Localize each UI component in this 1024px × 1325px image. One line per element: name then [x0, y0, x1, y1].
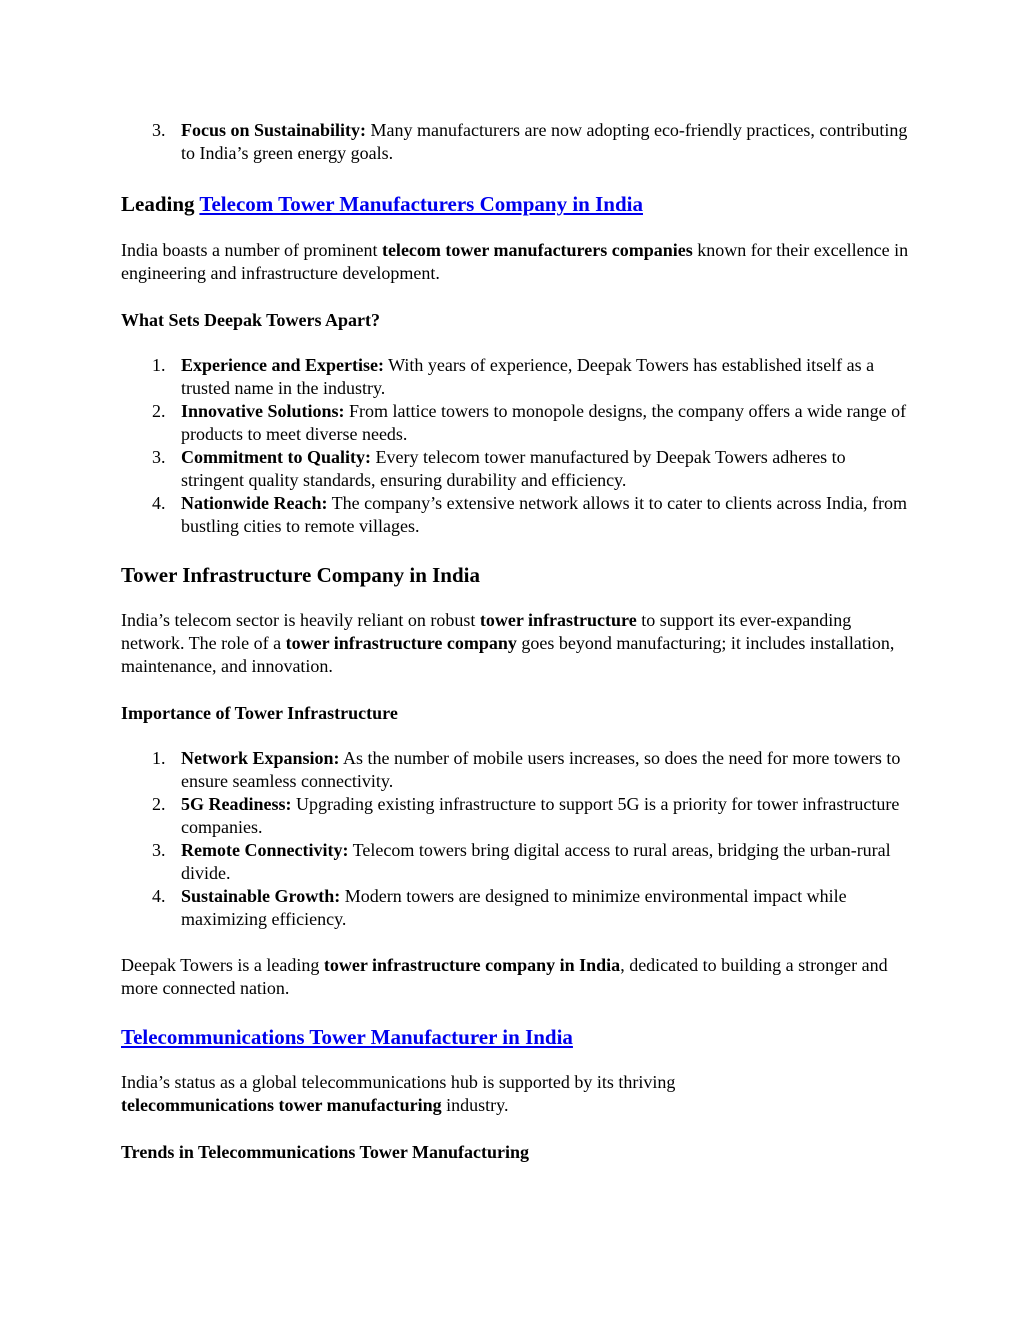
list-item-title: Focus on Sustainability: — [181, 120, 367, 140]
list-item-text: From lattice towers to monopole designs, the company offers a wide range of products to meet diverse needs. — [181, 401, 907, 444]
list-item-text: Telecom towers bring digital access to rural areas, bridging the urban-rural divide. — [181, 840, 891, 883]
list-item-text: Many manufacturers are now adopting eco-friendly practices, contributing to India’s green energy goals. — [181, 120, 908, 163]
section2-closing-paragraph — [121, 954, 911, 1000]
section2-subheading: Importance of Tower Infrastructure — [121, 703, 398, 723]
list-item — [121, 747, 911, 793]
list-item — [121, 119, 911, 165]
paragraph-bold: telecom tower manufacturers companies — [381, 240, 693, 260]
list-item-text: Every telecom tower manufactured by Deepak Towers adheres to stringent quality standards, ensuring durability and efficiency. — [181, 447, 846, 490]
paragraph-text: India’s telecom sector is heavily reliant on robust — [121, 610, 480, 630]
list-number: 4. — [152, 493, 166, 513]
list-item-text: As the number of mobile users increases, so does the need for more towers to ensure seamless connectivity. — [181, 748, 901, 791]
list-item-title: Nationwide Reach: — [181, 493, 328, 513]
paragraph-text: goes beyond manufacturing; it includes installation, maintenance, and innovation. — [121, 633, 895, 676]
list-item-text: Modern towers are designed to minimize environmental impact while maximizing efficiency. — [181, 886, 847, 929]
list-item-title: Remote Connectivity: — [181, 840, 349, 860]
deepak-advantages-list — [121, 354, 911, 538]
document-page — [121, 119, 911, 1164]
section1-paragraph — [121, 239, 911, 285]
paragraph-bold: tower infrastructure — [479, 610, 637, 630]
paragraph-text: Deepak Towers is a leading — [121, 955, 324, 975]
list-item-title: Network Expansion: — [181, 748, 340, 768]
section3-subheading: Trends in Telecommunications Tower Manufacturing — [121, 1142, 530, 1162]
paragraph-text: known for their excellence in engineering and infrastructure development. — [121, 240, 909, 283]
list-item — [121, 446, 911, 492]
list-item — [121, 885, 911, 931]
section-heading-telecommunications — [121, 1024, 911, 1050]
list-item — [121, 793, 911, 839]
list-item — [121, 492, 911, 538]
section2-paragraph — [121, 609, 911, 678]
list-number: 2. — [152, 794, 166, 814]
list-number: 3. — [152, 840, 166, 860]
paragraph-text: India boasts a number of prominent — [121, 240, 382, 260]
paragraph-text: industry. — [441, 1095, 509, 1115]
telecom-tower-manufacturers-link[interactable]: Telecom Tower Manufacturers Company in India — [199, 192, 643, 216]
section3-paragraph — [121, 1071, 771, 1117]
paragraph-text: , dedicated to building a stronger and more connected nation. — [121, 955, 888, 998]
paragraph-text: India’s status as a global telecommunications hub is supported by its thriving — [121, 1072, 676, 1092]
paragraph-bold: tower infrastructure company — [285, 633, 517, 653]
section-heading-tower-infrastructure: Tower Infrastructure Company in India — [121, 563, 480, 587]
telecommunications-tower-manufacturer-link[interactable]: Telecommunications Tower Manufacturer in India — [121, 1025, 573, 1049]
paragraph-bold: telecommunications tower manufacturing — [121, 1095, 442, 1115]
list-item-text: Upgrading existing infrastructure to support 5G is a priority for tower infrastructure companies. — [181, 794, 900, 837]
list-number: 3. — [152, 120, 166, 140]
paragraph-text: to support its ever-expanding network. The role of a — [121, 610, 852, 653]
infrastructure-importance-list — [121, 747, 911, 931]
list-item-title: Innovative Solutions: — [181, 401, 345, 421]
list-number: 2. — [152, 401, 166, 421]
list-item-title: 5G Readiness: — [181, 794, 292, 814]
list-item — [121, 354, 911, 400]
section1-subheading: What Sets Deepak Towers Apart? — [121, 310, 381, 330]
list-item-text: With years of experience, Deepak Towers has established itself as a trusted name in the industry. — [181, 355, 875, 398]
list-item — [121, 400, 911, 446]
paragraph-bold: tower infrastructure company in India — [323, 955, 621, 975]
list-number: 1. — [152, 748, 166, 768]
list-number: 4. — [152, 886, 166, 906]
list-item-title: Experience and Expertise: — [181, 355, 384, 375]
intro-list — [121, 119, 911, 165]
list-number: 1. — [152, 355, 166, 375]
list-item-text: The company’s extensive network allows it to cater to clients across India, from bustling cities to remote villages. — [181, 493, 908, 536]
list-item — [121, 839, 911, 885]
list-item-title: Commitment to Quality: — [181, 447, 371, 467]
list-number: 3. — [152, 447, 166, 467]
section-heading-leading — [121, 191, 911, 217]
list-item-title: Sustainable Growth: — [181, 886, 341, 906]
heading-prefix: Leading — [121, 192, 200, 216]
